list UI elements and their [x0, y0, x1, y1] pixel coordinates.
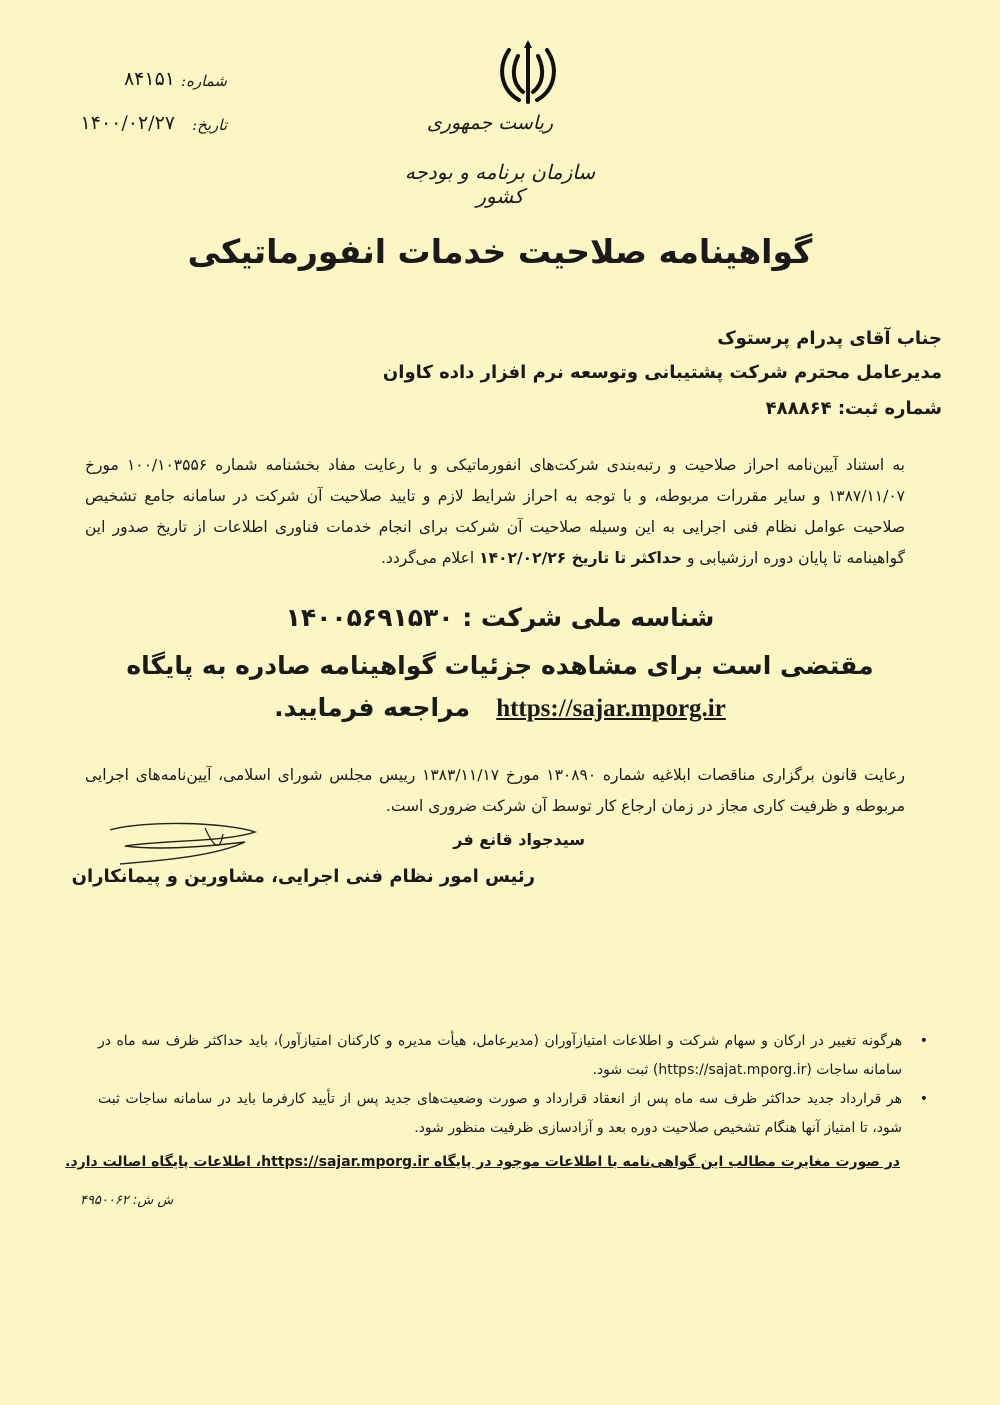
- org-line-organization: سازمان برنامه و بودجه کشور: [404, 160, 596, 208]
- body-end: اعلام می‌گردد.: [381, 549, 475, 567]
- recipient-name: جناب آقای پدرام پرستوک: [717, 328, 942, 349]
- certificate-title: گواهینامه صلاحیت خدمات انفورماتیکی: [187, 232, 813, 271]
- recipient-position: مدیرعامل محترم شرکت پشتیبانی وتوسعه نرم افزار داده کاوان: [382, 362, 942, 383]
- date-label: تاریخ:: [192, 116, 227, 134]
- validity-deadline: حداکثر تا تاریخ ۱۴۰۲/۰۲/۲۶: [479, 549, 682, 567]
- number-value: ۸۴۱۵۱: [123, 68, 175, 90]
- refer-text: مراجعه فرمایید.: [274, 693, 471, 722]
- note-item: [98, 1027, 928, 1085]
- date-value: ۱۴۰۰/۰۲/۲۷: [80, 112, 175, 134]
- signature-icon: [105, 820, 265, 870]
- body-paragraph: [85, 450, 905, 574]
- serial-number: ش ش: ۴۹۵۰۰۶۲: [80, 1193, 174, 1208]
- note-list: [98, 1027, 928, 1143]
- bullet-icon: •: [919, 1091, 928, 1107]
- view-instruction: مقتضی است برای مشاهده جزئیات گواهینامه صادره به پایگاه: [126, 651, 874, 680]
- signatory-title: رئیس امور نظام فنی اجرایی، مشاورین و پیمانکاران: [71, 866, 535, 887]
- note-text-2: هر قرارداد جدید حداکثر ظرف سه ماه پس از انعقاد قرارداد و صورت وضعیت‌های جدید پس از تأیید کارفرما باید در سامانه ساجات ثبت شود، تا امتیاز آنها هنگام تشخیص صلاحیت دوره بعد و آزادسازی ظرفیت منظور شود.: [98, 1091, 902, 1136]
- compliance-paragraph: رعایت قانون برگزاری مناقصات ابلاغیه شماره ۱۳۰۸۹۰ مورخ ۱۳۸۳/۱۱/۱۷ رییس مجلس شورای اسلامی، آیین‌نامه‌های اجرایی مربوطه و ظرفیت کاری مجاز در زمان ارجاع کار توسط آن شرکت ضروری است.: [85, 766, 905, 815]
- iran-emblem-icon: [493, 38, 563, 108]
- refer-line: [0, 693, 1000, 723]
- note-text-1: هرگونه تغییر در ارکان و سهام شرکت و اطلاعات امتیازآوران (مدیرعامل، هیأت مدیره و کارکنان امتیازآور)، باید حداکثر ظرف سه ماه در سامانه ساجات (https://sajat.mporg.ir) ثبت شود.: [98, 1033, 902, 1078]
- sajar-url-link[interactable]: https://sajar.mporg.ir: [496, 695, 726, 722]
- bullet-icon: •: [919, 1033, 928, 1049]
- note-item: [98, 1085, 928, 1143]
- national-id: شناسه ملی شرکت : ۱۴۰۰۵۶۹۱۵۳۰: [285, 603, 715, 632]
- authenticity-warning: در صورت مغایرت مطالب این گواهی‌نامه با اطلاعات موجود در پایگاه https://sajar.mporg.ir، اطلاعات پایگاه اصالت دارد.: [65, 1154, 900, 1170]
- registration-number: شماره ثبت: ۴۸۸۸۶۴: [765, 398, 942, 419]
- number-label: شماره:: [181, 72, 227, 90]
- org-line-presidency: ریاست جمهوری: [426, 112, 554, 134]
- body-text: به استناد آیین‌نامه احراز صلاحیت و رتبه‌بندی شرکت‌های انفورماتیکی و با رعایت مفاد بخشنامه شماره ۱۰۰/۱۰۳۵۵۶ مورخ ۱۳۸۷/۱۱/۰۷ و سایر مقررات مربوطه، و با توجه به احراز شرایط لازم و تایید صلاحیت آن شرکت در سامانه جامع تشخیص صلاحیت عوامل نظام فنی اجرایی به این وسیله صلاحیت آن شرکت برای انجام خدمات فناوری اطلاعات از تاریخ صدور این گواهینامه تا پایان دوره ارزشیابی و: [85, 456, 905, 567]
- signatory-name: سیدجواد قانع فر: [453, 830, 585, 849]
